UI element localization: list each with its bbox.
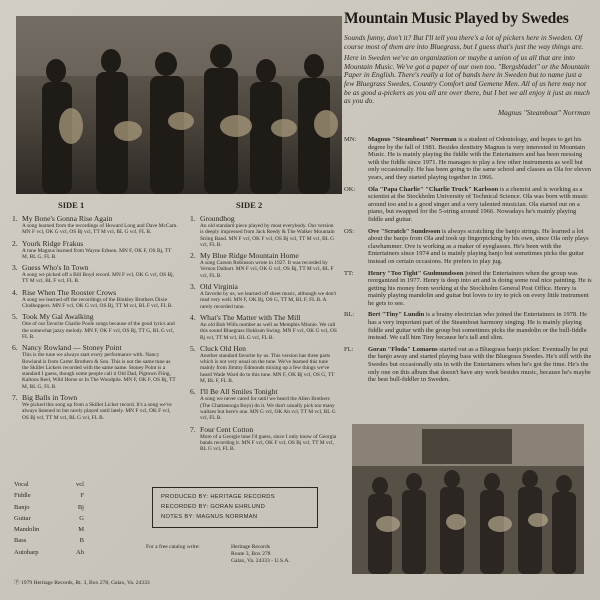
track-notes: A favorite by us, we learned off sheet music, although we don't read very well. MN F, OK Bj, OS G, TT M, BL F, FL B. A rarely recorded tune. [200,291,337,310]
instrument-row [14,524,84,535]
instrument-row [14,547,84,558]
instrument-row [14,502,84,513]
band-photo-bottom [352,424,584,574]
address-line: Route 3, Box 278 [231,550,271,557]
instrument-name: Mandolin [14,526,40,534]
track-number: 3. [12,263,18,273]
track [12,263,178,285]
instrument-abbr: G [79,514,84,522]
member-name: Henry "Too Tight" Gudmundsson [368,269,464,277]
track-notes: A song learned from the recordings of Howard Long and Dave McCarn. MN F vcl, OK G vcl, OS Bj vcl, TT M vcl, BL G vcl, FL B. [22,223,178,236]
side-2-heading: SIDE 2 [236,200,263,210]
track-title: Guess Who's In Town [22,263,89,273]
member-abbr: OS: [344,227,355,235]
member-abbr: BL: [344,311,355,319]
member-text: is a brainy electrician who joined the Entertainers in 1978. He has a very important part of the Steamboat harmony singing. He is mainly playing fiddle and guitar with the group but sometimes picks the mandolin or the bull-fiddle instead. We call him Tiny because he's tall and slim. [368,311,588,342]
track-title: Cluck Old Hen [200,343,246,353]
instrument-abbr: Ah [76,548,84,556]
track-title: Groundhog [200,214,235,223]
track [190,425,338,453]
page-title: Mountain Music Played by Swedes [344,10,569,27]
track-number: 1. [12,214,18,223]
track-notes: Another standard favorite by us. This version has three parts which is not very usual on the tune. We've learned this tune mainly from Jimmy Edmonds mixing up a few things we've heard Wade Ward do to this tune. MN F, OK Bj vcl, OS G, TT M, BL F, FL B. [200,352,335,385]
track [190,282,338,310]
catalog-info [146,544,346,564]
track-notes: We picked this song up from a Skillet Licker record. It's a song we've always listened to but rarely played until lately. MN F vcl, OK F vcl, OS Bj vcl, TT M vcl, BL G vcl, FL B. [22,402,172,421]
track [190,313,338,341]
instrument-abbr: F [80,492,84,500]
track-notes: A song we learned off the recordings of the Binkley Brothers Dixie Clodhoppers. MN F vcl, OK G vcl, OS Bj, TT M vcl, BL F vcl, FL B. [22,296,173,310]
member-text: is a chemist and is working as a scientist at the Stockholm University of Technical Science. Ola was born with music around too and is a good singer and a very talented musician. Ola started out on a piano, but swapped for the 5-string around 1966. Nowadays he's mainly playing fiddle and guitar. [368,185,588,223]
instrument-row [14,490,84,501]
credits-box [152,487,318,528]
side-1-heading: SIDE 1 [58,200,85,210]
track-number: 5. [190,343,196,353]
member-text: is a student of Odontology, and hopes to get his degree by the fall of 1981. Besides dentistry Magnus is very interested in Mountain Music. He is mainly playing the fiddle with the Entertainers and has been messing with the fiddle since 1971. He manages to play a few other instruments as well but only occasionally. He has been going to the same school and classes as Ola for eleven years, and they started playing together in 1966. [368,136,592,181]
track-notes: A song Carson Robinson wrote in 1927. It was recorded by Vernon Dalhart. MN F vcl, OK G vcl, OS Bj, TT M vcl, BL F vcl, FL B. [200,260,334,279]
track [12,239,178,261]
instrument-name: Fiddle [14,492,31,500]
track [190,387,338,421]
instrument-name: Banjo [14,503,30,511]
instrument-name: Guitar [14,514,31,522]
intro-text [344,34,590,117]
track-title: Yourk Ridge Frakus [22,238,84,248]
address-line: Galax, Va. 24333 - U.S.A. [231,557,290,564]
track [190,251,338,279]
intro-paragraph: Here in Sweden we've an organization or maybe a union of us all that are into Mountain Music. We've got a paper of our own too. "Bergsbladet" or the Mountain Paper in English. There's really a lot of bands here in Sweden but to name just a few Bluegrass Swedes, Country Comfort and Gemene Men. All of us here may not be as good a-pickers as you all are over there, but I bet we all enjoy it just as much as you do. [344,53,590,106]
track-title: I'll Be All Smiles Tonight [200,387,278,397]
track [12,214,178,236]
track-title: Four Cent Cotton [200,424,254,434]
copyright-notice: Ⓟ 1979 Heritage Records, Rt. 3, Box 278, Galax, Va. 24333 [14,580,150,586]
instrument-row [14,479,84,490]
member-bio [344,346,592,384]
member-text: started out as a Bluegrass banjo picker. Eventually he put the banjo away and started playing bass with the Bluegrass Swedes. He's still with the Swedes but occasionally sits in with the Entertainers when he's got the time. He's the only one on this album that doesn't have any work besides music, because he's maybe the best bull-fiddler in Sweden. [368,345,592,384]
track-notes: A song we picked off a Bill Boyd record. MN F vcl, OK G vcl, OS Bj, TT M vcl, BL F vcl, FL B. [22,272,175,285]
instrument-abbr: M [78,526,84,534]
track-number: 2. [190,251,196,261]
instrument-name: Bass [14,537,27,545]
track-title: Big Balls in Town [22,393,78,403]
instrument-row [14,535,84,546]
instrument-abbr: Bj [77,503,84,511]
member-name: Magnus "Steamboat" Norrman [368,136,457,143]
address-line: Heritage Records [231,544,270,550]
member-text: joined the Entertainers when the group was reorganized in 1977. Henry is deep into art and is doing some real nice painting. He is getting his money from working at the Stockholm General Post Office. Henry is mainly playing mandolin and guitar but loves to try to pick on every little instrument he gets to see. [368,269,592,307]
member-bio [344,228,592,266]
member-name: Goran "Floda" Lomaeus [368,345,438,353]
track-title: Nancy Rowland — Stoney Point [22,343,122,353]
credit-recorder: RECORDED BY: GORAN EHRLUND [161,504,266,510]
track-number: 7. [12,393,18,403]
track-number: 4. [190,312,196,322]
track-number: 2. [12,238,18,248]
member-bio [344,186,592,224]
instrument-row [14,513,84,524]
side-1-tracklist [12,214,178,424]
track-title: Old Virginia [200,282,238,292]
band-photo-top [16,16,342,194]
track-title: My Bone's Gonna Rise Again [22,214,113,223]
track [12,393,178,421]
member-name: Ove "Scratch" Sundesson [368,227,441,235]
track-notes: A song we never cared for until we heard the Allen Brothers (The Chattanooga Boys) do it. We don't usually pick too many waltzes but here's one. MN G vcl, OK Ah vcl, TT M vcl, BL G vcl, FL B. [200,396,336,422]
track [12,343,178,390]
intro-paragraph: Sounds funny, don't it? But I'll tell you there's a lot of pickers here in Sweden. Of course most of them are into Bluegrass, but I guess that's just the way things are. [344,33,584,51]
instrument-name: Vocal [14,481,29,488]
track-title: What's The Matter with The Mill [200,312,301,322]
track-notes: One of our favorite Charlie Poole songs because of the good lyrics and the somewhat jazzy melody. MN F, OK F vcl, OS Bj, TT G, BL G vcl, FL B. [22,321,175,340]
track-notes: An old standard piece played by most everybody. Our version is deeply impressed from Jack Reedy & The Walker Mountain String Band. MN F vcl, OK F vcl, OS Bj vcl, TT M vcl, BL G vcl, FL B. [200,223,335,248]
member-abbr: MN: [344,136,357,143]
signature: Magnus "Steamboat" Norrman [497,107,590,117]
track-number: 7. [190,424,196,434]
catalog-address [231,544,290,564]
member-bios [344,136,592,388]
credit-notes: NOTES BY: MAGNUS NORRMAN [161,514,258,520]
track-title: Rise When The Rooster Crows [22,287,117,297]
track-notes: A tune Magnus learned from Wayne Erbsen. MN F, OK F, OS Bj, TT M, BL G, FL B. [22,247,172,260]
credit-producer: PRODUCED BY: HERITAGE RECORDS [161,494,275,500]
member-bio [344,311,592,341]
instrument-abbr: vcl [76,481,84,488]
track-number: 6. [190,387,196,397]
member-abbr: OK: [344,185,356,193]
member-name: Ola "Papa Charlie" "Charlie Truck" Karlsson [368,185,499,193]
track [190,214,338,248]
member-abbr: TT: [344,269,354,277]
track [12,288,178,310]
member-bio [344,270,592,308]
track-number: 4. [12,287,18,297]
track [190,344,338,384]
track-number: 3. [190,282,196,292]
track-title: My Blue Ridge Mountain Home [200,251,299,261]
member-name: Bert "Tiny" Lundin [368,311,425,319]
member-text: is always scratching the banjo strings. He learned a lot about the banjo from Ola and took up fingerpicking by his own, since Ola only plays clawhammer. Ove is working as a maker of eyeglasses. He's been with the Entertainers since 1974 and is mainly playing banjo but sometimes picks the guitar instead on certain occasions. He prefers to play jug. [368,227,589,265]
member-abbr: FL: [344,345,354,353]
track-notes: An old Bob Wills number as well as Memphis Minnie. We call this sound Bluegrass Hokkum Swing. MN F vcl, OK G vcl, OS Bj vcl, TT M vcl, BL G vcl, FL B. [200,321,337,341]
track-notes: This is the tune we always start every performance with. Nancy Rowland is from Carter Brothers & Son. This is not the same tune as the Skillet Lickers recorded with the same name. Stoney Point is a standard I guess, though some people call it Old Dad, Pigtown Fling, Kaltons Reel, Wild Horse or In The Woodpile. MN F, OK F, OS Bj, TT M, BL G, FL B. [22,352,176,390]
instrument-abbr: B [79,537,84,545]
track-number: 1. [190,214,196,223]
instrument-name: Autoharp [14,548,39,556]
track [12,312,178,340]
catalog-label: For a free catalog write: [146,544,200,550]
member-bio [344,136,592,182]
track-title: Took My Gal Awalking [22,312,94,322]
instrument-key [14,479,84,558]
side-2-tracklist [190,214,338,455]
track-number: 5. [12,312,18,322]
track-number: 6. [12,343,18,353]
track-notes: More of a Georgie tune I'd guess, since I only know of Georgia bands recording it. MN F vcl, OK F vcl, OS Bj vcl, TT M vcl, BL G vcl, FL B. [200,433,337,453]
